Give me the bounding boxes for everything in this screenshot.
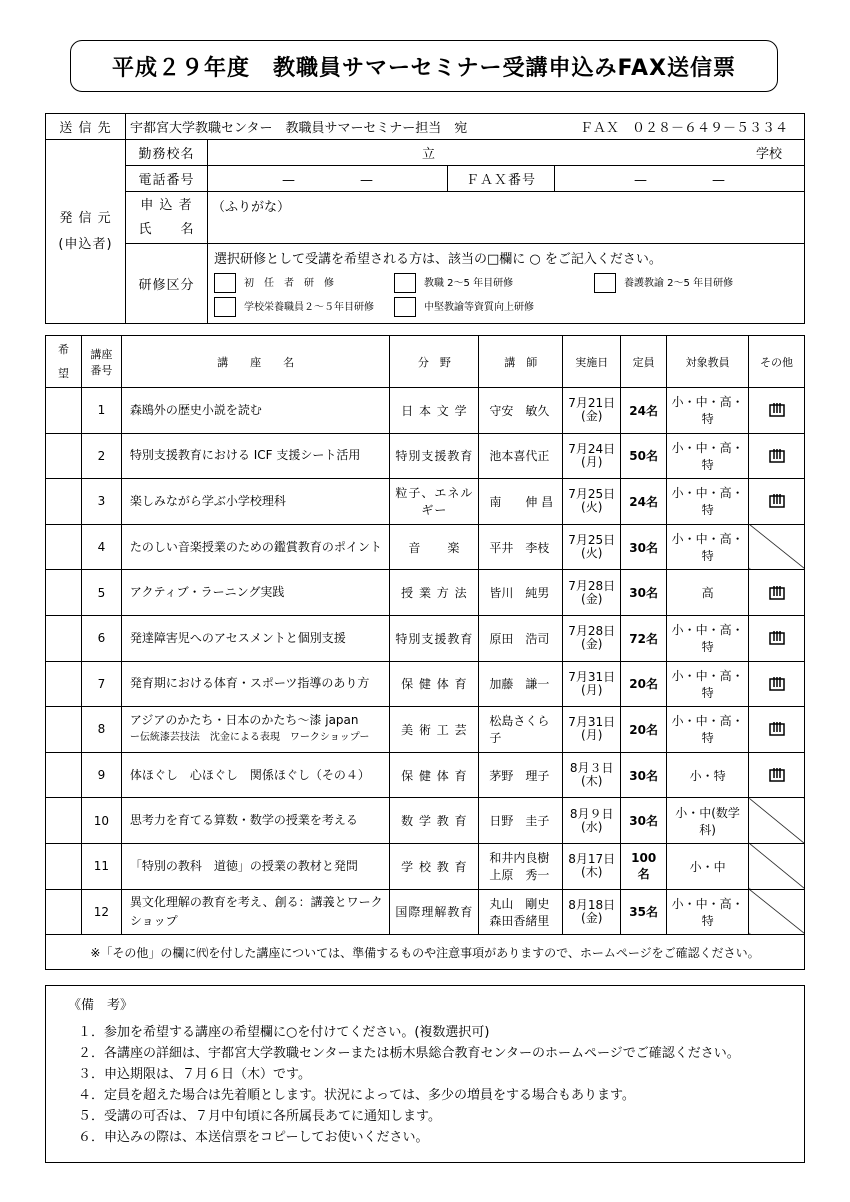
course-field: 特別支援教育	[390, 615, 479, 661]
course-date	[563, 570, 621, 616]
courses-table	[45, 335, 805, 970]
course-target: 高	[667, 570, 749, 616]
course-name-cell	[121, 524, 390, 570]
sender-label-cell	[46, 140, 126, 324]
course-name: たのしい音楽授業のための鑑賞教育のポイント	[129, 539, 382, 554]
course-date	[563, 707, 621, 753]
course-instructor	[479, 524, 563, 570]
checkbox[interactable]	[594, 273, 616, 293]
course-instructor	[479, 889, 563, 935]
dest-label: 送 信 先	[46, 114, 126, 140]
course-target: 小・中・高・特	[667, 661, 749, 707]
instructor-name: 上原 秀一	[489, 868, 550, 883]
notice-mark-icon	[769, 630, 785, 646]
course-name-cell	[121, 388, 390, 434]
course-instructor	[479, 798, 563, 844]
dest-fax: ＦＡＸ ０２８－６４９－５３３４	[579, 121, 788, 136]
wish-cell[interactable]	[46, 524, 82, 570]
wish-cell[interactable]	[46, 843, 82, 889]
course-instructor	[479, 615, 563, 661]
remarks-item: ５．受講の可否は、７月中旬頃に各所属長あてに通知します。	[78, 1109, 441, 1124]
course-name: 異文化理解の教育を考え、創る：講義とワークショップ	[129, 894, 383, 928]
course-other	[749, 798, 805, 844]
course-name-cell	[121, 661, 390, 707]
course-instructor	[479, 433, 563, 479]
day-text: (火)	[581, 500, 603, 515]
course-date	[563, 752, 621, 798]
checkbox[interactable]	[394, 273, 416, 293]
course-number: 4	[81, 524, 121, 570]
wish-cell[interactable]	[46, 388, 82, 434]
sender-info-table	[45, 113, 805, 324]
day-text: (月)	[581, 454, 603, 469]
course-date	[563, 479, 621, 525]
course-target: 小・中(数学科)	[667, 798, 749, 844]
course-instructor	[479, 388, 563, 434]
checkbox[interactable]	[214, 297, 236, 317]
training-row-1	[214, 273, 798, 293]
training-row-2	[214, 297, 798, 317]
date-text: 7月28日	[568, 578, 616, 593]
course-target: 小・中・高・特	[667, 433, 749, 479]
course-capacity: 20名	[621, 661, 667, 707]
course-name-cell	[121, 570, 390, 616]
applicant-label	[126, 192, 208, 244]
day-text: (金)	[581, 910, 603, 925]
instructor-name: 皆川 純男	[489, 586, 550, 601]
course-row	[46, 524, 805, 570]
course-target: 小・中・高・特	[667, 479, 749, 525]
header-no-1: 講座	[90, 347, 113, 361]
course-date	[563, 661, 621, 707]
wish-cell[interactable]	[46, 661, 82, 707]
notice-mark-icon	[769, 721, 785, 737]
wish-cell[interactable]	[46, 798, 82, 844]
course-date	[563, 524, 621, 570]
instructor-name: 日野 圭子	[489, 814, 550, 829]
course-capacity: 30名	[621, 570, 667, 616]
instructor-name: 森田香緒里	[489, 913, 550, 928]
course-number: 9	[81, 752, 121, 798]
course-date	[563, 798, 621, 844]
checkbox[interactable]	[214, 273, 236, 293]
course-instructor	[479, 570, 563, 616]
remarks-item: ３．申込期限は、７月６日（木）です。	[78, 1067, 311, 1082]
checkbox[interactable]	[394, 297, 416, 317]
instructor-name: 原田 浩司	[489, 631, 550, 646]
course-field: 国際理解教育	[390, 889, 479, 935]
school-mid: 立	[422, 147, 436, 162]
notice-mark-icon	[769, 676, 785, 692]
notice-mark-icon	[769, 448, 785, 464]
header-other: その他	[749, 336, 805, 388]
course-row	[46, 752, 805, 798]
day-text: (木)	[581, 774, 603, 789]
course-row	[46, 570, 805, 616]
course-number: 10	[81, 798, 121, 844]
course-capacity: 100名	[621, 843, 667, 889]
header-field: 分 野	[390, 336, 479, 388]
course-date	[563, 889, 621, 935]
header-wish-2: 望	[57, 366, 69, 380]
course-name: 特別支援教育における ICF 支援シート活用	[129, 448, 361, 463]
course-other	[749, 889, 805, 935]
instructor-name: 和井内良樹	[489, 851, 550, 866]
course-instructor	[479, 843, 563, 889]
course-row	[46, 707, 805, 753]
course-other	[749, 388, 805, 434]
course-other	[749, 479, 805, 525]
course-row	[46, 889, 805, 935]
wish-cell[interactable]	[46, 570, 82, 616]
course-number: 12	[81, 889, 121, 935]
course-other	[749, 661, 805, 707]
wish-cell[interactable]	[46, 889, 82, 935]
course-number: 8	[81, 707, 121, 753]
notice-mark-icon	[769, 402, 785, 418]
fax-field[interactable]: — —	[555, 166, 805, 192]
course-row	[46, 798, 805, 844]
course-field: 美 術 工 芸	[390, 707, 479, 753]
course-capacity: 30名	[621, 798, 667, 844]
instructor-name: 守安 敏久	[489, 403, 550, 418]
course-name-cell	[121, 479, 390, 525]
course-number: 11	[81, 843, 121, 889]
course-other	[749, 843, 805, 889]
course-name-cell	[121, 433, 390, 479]
sender-label: 発 信 元	[59, 210, 112, 226]
notice-mark-icon	[769, 585, 785, 601]
remarks-box	[45, 985, 805, 1163]
course-field: 保 健 体 育	[390, 661, 479, 707]
instructor-name: 南 伸 昌	[489, 494, 554, 509]
course-field: 保 健 体 育	[390, 752, 479, 798]
course-target: 小・中・高・特	[667, 707, 749, 753]
header-instructor: 講 師	[479, 336, 563, 388]
course-target: 小・中	[667, 843, 749, 889]
course-target: 小・中・高・特	[667, 524, 749, 570]
course-other	[749, 615, 805, 661]
sender-label-sub: (申込者)	[58, 236, 113, 252]
header-name: 講 座 名	[121, 336, 390, 388]
instructor-name: 池本喜代正	[489, 449, 550, 464]
date-text: 7月31日	[568, 715, 616, 730]
course-name: 発育期における体育・スポーツ指導のあり方	[129, 676, 370, 691]
course-other	[749, 524, 805, 570]
course-number: 5	[81, 570, 121, 616]
notice-mark-icon	[769, 767, 785, 783]
remarks-item: ６．申込みの際は、本送信票をコピーしてお使いください。	[78, 1130, 429, 1145]
applicant-label-2: 氏 名	[138, 221, 195, 237]
course-field: 授 業 方 法	[390, 570, 479, 616]
header-wish	[46, 336, 82, 388]
header-target: 対象教員	[667, 336, 749, 388]
course-instructor	[479, 661, 563, 707]
course-name-cell	[121, 752, 390, 798]
wish-cell[interactable]	[46, 615, 82, 661]
course-other	[749, 707, 805, 753]
course-row	[46, 479, 805, 525]
dest-value	[126, 114, 805, 140]
course-date	[563, 433, 621, 479]
course-number: 7	[81, 661, 121, 707]
school-end: 学校	[755, 147, 782, 162]
date-text: 8月18日	[568, 897, 616, 912]
training-option: 初 任 者 研 修	[244, 278, 334, 289]
course-row	[46, 843, 805, 889]
course-number: 3	[81, 479, 121, 525]
applicant-label-1: 申 込 者	[140, 197, 193, 213]
course-row	[46, 433, 805, 479]
course-name-cell	[121, 798, 390, 844]
wish-cell[interactable]	[46, 433, 82, 479]
training-cell	[208, 244, 805, 324]
wish-cell[interactable]	[46, 479, 82, 525]
day-text: (木)	[581, 865, 603, 880]
header-date: 実施日	[563, 336, 621, 388]
date-text: 8月９日	[569, 806, 614, 821]
header-wish-1: 希	[57, 342, 69, 356]
day-text: (火)	[581, 546, 603, 561]
course-field: 日 本 文 学	[390, 388, 479, 434]
course-capacity: 24名	[621, 388, 667, 434]
footnote: ※「その他」の欄に㈹を付した講座については、準備するものや注意事項がありますので、ホームページをご確認ください。	[46, 935, 805, 970]
fax-label: ＦＡＸ番号	[448, 166, 555, 192]
course-name-cell	[121, 707, 390, 753]
date-text: 7月31日	[568, 669, 616, 684]
date-text: 7月21日	[568, 396, 616, 411]
course-name: アクティブ・ラーニング実践	[129, 585, 285, 600]
course-instructor	[479, 707, 563, 753]
training-option: 中堅教諭等資質向上研修	[424, 302, 534, 313]
course-date	[563, 615, 621, 661]
training-option: 学校栄養職員２～５年目研修	[244, 302, 374, 313]
course-row	[46, 388, 805, 434]
course-name-cell	[121, 889, 390, 935]
course-row	[46, 615, 805, 661]
course-number: 6	[81, 615, 121, 661]
course-other	[749, 752, 805, 798]
date-text: 7月28日	[568, 624, 616, 639]
day-text: (金)	[581, 591, 603, 606]
course-number: 1	[81, 388, 121, 434]
course-capacity: 50名	[621, 433, 667, 479]
course-name: 思考力を育てる算数・数学の授業を考える	[129, 813, 358, 828]
course-field: 特別支援教育	[390, 433, 479, 479]
applicant-field[interactable]	[208, 192, 805, 244]
course-other	[749, 570, 805, 616]
remarks-item: １．参加を希望する講座の希望欄に○を付けてください。(複数選択可)	[78, 1025, 490, 1040]
remarks-heading: 《備 考》	[68, 998, 134, 1013]
training-note: 選択研修として受講を希望される方は、該当の□欄に ○ をご記入ください。	[214, 252, 662, 267]
course-capacity: 24名	[621, 479, 667, 525]
day-text: (水)	[581, 819, 603, 834]
wish-cell[interactable]	[46, 752, 82, 798]
courses-header	[46, 336, 805, 388]
day-text: (月)	[581, 682, 603, 697]
course-target: 小・中・高・特	[667, 889, 749, 935]
course-row	[46, 661, 805, 707]
course-capacity: 30名	[621, 752, 667, 798]
course-number: 2	[81, 433, 121, 479]
date-text: 8月３日	[569, 761, 614, 776]
instructor-name: 平井 李枝	[489, 540, 550, 555]
training-option: 教職 2～5 年目研修	[424, 278, 514, 289]
school-field[interactable]	[208, 140, 805, 166]
course-name: 発達障害児へのアセスメントと個別支援	[129, 630, 346, 645]
course-name: 楽しみながら学ぶ小学校理科	[129, 493, 286, 508]
course-subtitle: ー伝統漆芸技法 沈金による表現 ワークショップー	[129, 732, 370, 744]
course-name-cell	[121, 843, 390, 889]
course-capacity: 72名	[621, 615, 667, 661]
dest-name: 宇都宮大学教職センター 教職員サマーセミナー担当 宛	[130, 121, 468, 136]
remarks-item: ４．定員を超えた場合は先着順とします。状況によっては、多少の増員をする場合もあります。	[78, 1088, 635, 1103]
date-text: 7月25日	[568, 487, 616, 502]
course-field: 数 学 教 育	[390, 798, 479, 844]
course-capacity: 20名	[621, 707, 667, 753]
course-instructor	[479, 479, 563, 525]
instructor-name: 茅野 理子	[489, 768, 550, 783]
furigana-label: （ふりがな）	[212, 200, 291, 215]
notice-mark-icon	[769, 493, 785, 509]
tel-field[interactable]: — —	[208, 166, 448, 192]
course-field: 学 校 教 育	[390, 843, 479, 889]
course-name-cell	[121, 615, 390, 661]
course-name: アジアのかたち・日本のかたち～漆 japan	[129, 713, 359, 728]
header-capacity: 定員	[621, 336, 667, 388]
course-capacity: 35名	[621, 889, 667, 935]
course-date	[563, 388, 621, 434]
date-text: 7月25日	[568, 533, 616, 548]
remarks-item: ２．各講座の詳細は、宇都宮大学教職センターまたは栃木県総合教育センターのホームページでご確認ください。	[78, 1046, 740, 1061]
course-field: 粒子、エネルギー	[390, 479, 479, 525]
wish-cell[interactable]	[46, 707, 82, 753]
tel-label: 電話番号	[126, 166, 208, 192]
instructor-name: 松島さくら子	[489, 714, 550, 746]
date-text: 7月24日	[568, 441, 616, 456]
course-date	[563, 843, 621, 889]
date-text: 8月17日	[568, 852, 616, 867]
course-other	[749, 433, 805, 479]
course-name: 体ほぐし 心ほぐし 関係ほぐし（その４）	[129, 767, 370, 782]
instructor-name: 加藤 謙一	[489, 677, 550, 692]
page-title: 平成２９年度 教職員サマーセミナー受講申込みFAX送信票	[70, 40, 778, 92]
header-no	[81, 336, 121, 388]
header-no-2: 番号	[90, 363, 113, 377]
day-text: (金)	[581, 637, 603, 652]
course-target: 小・中・高・特	[667, 388, 749, 434]
course-target: 小・中・高・特	[667, 615, 749, 661]
course-name: 「特別の教科 道徳」の授業の教材と発問	[129, 858, 358, 873]
course-name: 森鴎外の歴史小説を読む	[129, 402, 262, 417]
course-field: 音 楽	[390, 524, 479, 570]
school-label: 勤務校名	[126, 140, 208, 166]
day-text: (月)	[581, 728, 603, 743]
day-text: (金)	[581, 409, 603, 424]
course-capacity: 30名	[621, 524, 667, 570]
course-instructor	[479, 752, 563, 798]
training-label: 研修区分	[126, 244, 208, 324]
course-target: 小・特	[667, 752, 749, 798]
training-option: 養護教諭 2～5 年目研修	[624, 278, 734, 289]
instructor-name: 丸山 剛史	[489, 896, 550, 911]
